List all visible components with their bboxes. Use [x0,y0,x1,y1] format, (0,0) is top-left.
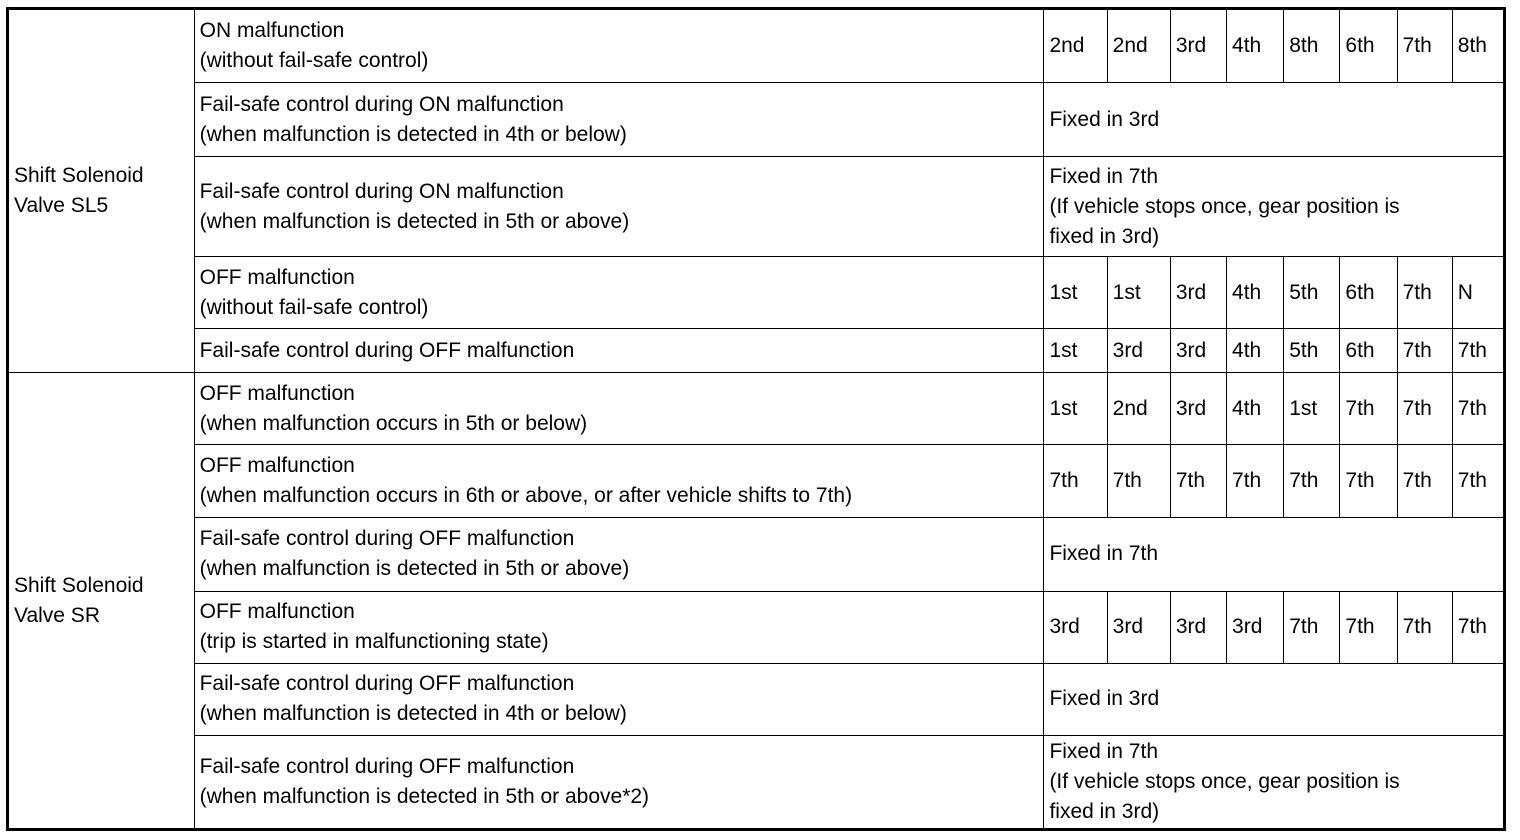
gear-cell: 7th [1397,591,1452,663]
gear-cell: 7th [1452,445,1504,517]
gear-cell: 1st [1107,257,1170,329]
gear-cell: 7th [1227,445,1284,517]
gear-cell: 6th [1340,9,1397,83]
gear-cell: 7th [1284,445,1340,517]
result-cell [1044,157,1505,257]
gear-cell: 7th [1107,445,1170,517]
gear-cell: 7th [1044,445,1107,517]
gear-cell: 2nd [1044,9,1107,83]
condition-line: ON malfunction [199,19,345,43]
condition-line: OFF malfunction [199,381,355,405]
table-row [8,735,1505,829]
table-row [8,157,1505,257]
condition-line: (when malfunction is detected in 5th or above) [199,209,630,233]
condition-line: (when malfunction occurs in 6th or above, or after vehicle shifts to 7th) [199,484,853,507]
gear-cell: 2nd [1107,9,1170,83]
gear-cell: N [1452,257,1504,329]
component-label-line: Shift Solenoid [14,573,144,597]
table-body [8,9,1505,830]
condition-line: Fail-safe control during ON malfunction [199,179,564,203]
condition-line: (trip is started in malfunctioning state) [199,630,549,654]
condition-cell [194,157,1044,257]
condition-line: OFF malfunction [199,600,355,624]
table-row [8,591,1505,663]
condition-cell [194,445,1044,517]
component-cell [8,9,195,373]
gear-cell: 7th [1397,257,1452,329]
condition-line: (without fail-safe control) [199,295,429,319]
gear-cell: 6th [1340,257,1397,329]
component-label-line: Shift Solenoid [14,164,144,188]
gear-cell: 7th [1452,329,1504,373]
gear-cell: 7th [1397,329,1452,373]
gear-cell: 2nd [1107,373,1170,445]
condition-line: (when malfunction occurs in 5th or below) [199,411,588,435]
gear-cell: 7th [1340,445,1397,517]
gear-cell: 3rd [1170,329,1226,373]
condition-line: Fail-safe control during OFF malfunction [199,672,575,696]
condition-cell [194,329,1044,373]
gear-cell: 3rd [1107,329,1170,373]
table-row [8,445,1505,517]
gear-cell: 3rd [1044,591,1107,663]
gear-cell: 7th [1452,591,1504,663]
gear-cell: 7th [1284,591,1340,663]
gear-cell: 1st [1044,257,1107,329]
condition-cell [194,373,1044,445]
condition-line: (when malfunction is detected in 5th or above*2) [199,784,650,808]
component-label-line: Valve SR [14,603,100,627]
gear-cell: 1st [1284,373,1340,445]
fail-safe-table [6,7,1506,831]
result-line: Fixed in 7th [1049,542,1158,566]
gear-cell: 3rd [1170,257,1226,329]
result-cell [1044,83,1505,157]
condition-cell [194,735,1044,829]
gear-cell: 5th [1284,257,1340,329]
result-line: Fixed in 7th [1049,164,1158,188]
gear-cell: 3rd [1170,591,1226,663]
table-row [8,83,1505,157]
result-line: fixed in 3rd) [1049,799,1160,823]
condition-line: OFF malfunction [199,265,355,289]
result-line: fixed in 3rd) [1049,224,1160,248]
gear-cell: 7th [1397,373,1452,445]
result-cell [1044,663,1505,735]
condition-cell [194,663,1044,735]
condition-line: (when malfunction is detected in 4th or below) [199,702,627,726]
gear-cell: 5th [1284,329,1340,373]
table-row [8,663,1505,735]
gear-cell: 4th [1227,329,1284,373]
condition-line: (when malfunction is detected in 4th or below) [199,122,627,146]
gear-cell: 3rd [1227,591,1284,663]
gear-cell: 6th [1340,329,1397,373]
condition-cell [194,257,1044,329]
component-label-line: Valve SL5 [14,194,109,218]
condition-cell [194,517,1044,591]
table-row [8,373,1505,445]
gear-cell: 7th [1340,591,1397,663]
gear-cell: 3rd [1170,373,1226,445]
table-row [8,329,1505,373]
table-row [8,9,1505,83]
table-row [8,517,1505,591]
result-line: (If vehicle stops once, gear position is [1049,769,1400,793]
gear-cell: 3rd [1107,591,1170,663]
condition-line: Fail-safe control during OFF malfunction [199,754,575,778]
condition-line: Fail-safe control during ON malfunction [199,92,564,116]
condition-cell [194,9,1044,83]
result-cell [1044,735,1505,829]
gear-cell: 1st [1044,373,1107,445]
gear-cell: 7th [1170,445,1226,517]
gear-cell: 8th [1284,9,1340,83]
result-line: Fixed in 3rd [1049,687,1160,711]
gear-cell: 7th [1397,9,1452,83]
gear-cell: 4th [1227,257,1284,329]
condition-cell [194,591,1044,663]
gear-cell: 4th [1227,9,1284,83]
result-line: Fixed in 7th [1049,739,1158,763]
condition-line: (when malfunction is detected in 5th or above) [199,557,630,581]
gear-cell: 8th [1452,9,1504,83]
gear-cell: 7th [1397,445,1452,517]
table-row [8,257,1505,329]
result-cell [1044,517,1505,591]
gear-cell: 1st [1044,329,1107,373]
result-line: Fixed in 3rd [1049,107,1160,131]
gear-cell: 7th [1340,373,1397,445]
gear-cell: 3rd [1170,9,1226,83]
condition-line: Fail-safe control during OFF malfunction [199,527,575,551]
result-line: (If vehicle stops once, gear position is [1049,194,1400,218]
gear-cell: 4th [1227,373,1284,445]
condition-cell [194,83,1044,157]
gear-cell: 7th [1452,373,1504,445]
condition-line: Fail-safe control during OFF malfunction [199,338,575,362]
condition-line: OFF malfunction [199,454,355,477]
condition-line: (without fail-safe control) [199,49,429,73]
component-cell [8,373,195,830]
